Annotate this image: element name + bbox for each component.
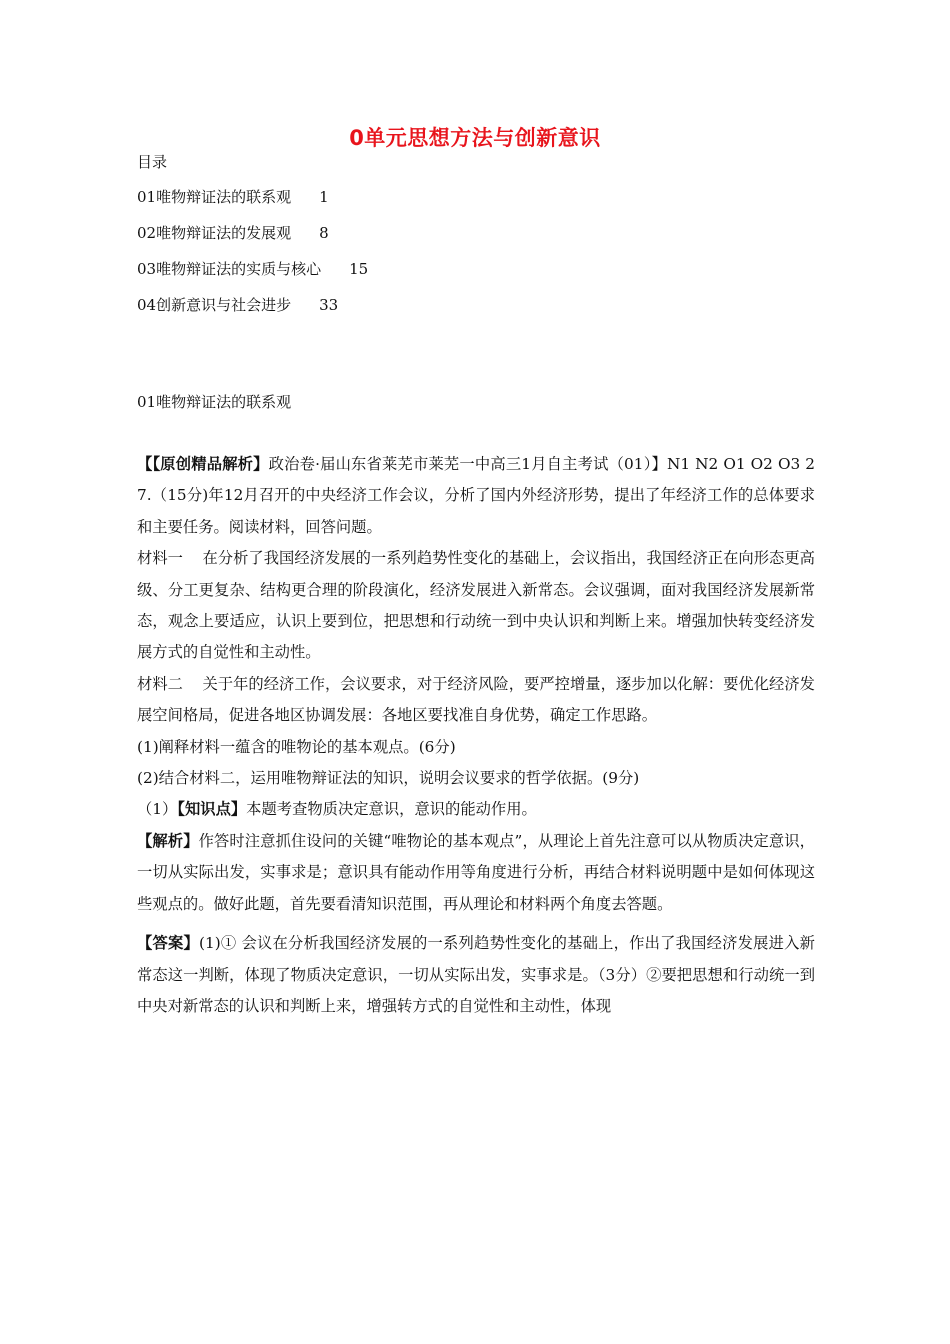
toc-item-label: 01唯物辩证法的联系观 (137, 188, 292, 206)
table-of-contents (137, 185, 368, 329)
toc-item-label: 02唯物辩证法的发展观 (137, 224, 292, 242)
knowledge-prefix: （1） (137, 800, 178, 819)
material-two-text: 关于年的经济工作，会议要求，对于经济风险，要严控增量，逐步加以化解：要优化经济发展空间格局，促进各地区协调发展：各地区要找准自身优势，确定工作思路。 (137, 674, 815, 725)
knowledge-text: 本题考查物质决定意识，意识的能动作用。 (246, 800, 537, 819)
section-heading: 01唯物辩证法的联系观 (137, 393, 292, 411)
toc-item (137, 257, 368, 293)
answer (137, 928, 815, 1022)
material-two (137, 669, 815, 732)
document-title: 0单元思想方法与创新意识 (349, 126, 601, 150)
material-two-label: 材料二 (137, 674, 183, 693)
source-text: 政治卷·届山东省莱芜市莱芜一中高三1月自主考试（01）】N1 N2 O1 O2 O3 27.（15分)年12月召开的中央经济工作会议，分析了国内外经济形势，提出了年经济工作的总体要求和主要任务。阅读材料，回答问题。 (137, 455, 815, 536)
source-tag: 【【原创精品解析】 (137, 455, 269, 473)
answer-text: (1)① 会议在分析我国经济发展的一系列趋势性变化的基础上，作出了我国经济发展进入新常态这一判断，体现了物质决定意识，一切从实际出发，实事求是。（3分）②要把思想和行动统一到中央对新常态的认识和判断上来，增强转方式的自觉性和主动性，体现 (137, 934, 815, 1015)
toc-item (137, 293, 368, 329)
analysis-text: 作答时注意抓住设问的关键“唯物论的基本观点”，从理论上首先注意可以从物质决定意识，一切从实际出发，实事求是；意识具有能动作用等角度进行分析，再结合材料说明题中是如何体现这些观点的。做好此题，首先要看清知识范围，再从理论和材料两个角度去答题。 (137, 831, 815, 913)
analysis (137, 826, 815, 920)
answer-tag: 【答案】 (137, 934, 200, 953)
toc-item-page: 33 (319, 296, 339, 314)
toc-item (137, 185, 368, 221)
toc-item-page: 8 (319, 224, 329, 242)
toc-item-label: 03唯物辩证法的实质与核心 (137, 260, 322, 278)
question-two: (2)结合材料二，运用唯物辩证法的知识，说明会议要求的哲学依据。(9分) (137, 769, 640, 788)
toc-item-page: 15 (349, 260, 369, 278)
question-one: (1)阐释材料一蕴含的唯物论的基本观点。(6分) (137, 737, 456, 756)
toc-item (137, 221, 368, 257)
knowledge-tag: 【知识点】 (177, 800, 247, 819)
material-one-text: 在分析了我国经济发展的一系列趋势性变化的基础上，会议指出，我国经济正在向形态更高级、分工更复杂、结构更合理的阶段演化，经济发展进入新常态。会议强调，面对我国经济发展新常态，观念上要适应，认识上要到位，把思想和行动统一到中央认识和判断上来。增强加快转变经济发展方式的自觉性和主动性。 (137, 549, 815, 662)
question-body (137, 449, 815, 1022)
toc-item-label: 04创新意识与社会进步 (137, 296, 292, 314)
toc-heading: 目录 (137, 153, 168, 171)
question-source (137, 449, 815, 543)
toc-item-page: 1 (319, 188, 329, 206)
analysis-tag: 【解析】 (137, 831, 199, 850)
material-one-label: 材料一 (137, 549, 183, 568)
material-one (137, 543, 815, 669)
knowledge-point (137, 794, 815, 825)
